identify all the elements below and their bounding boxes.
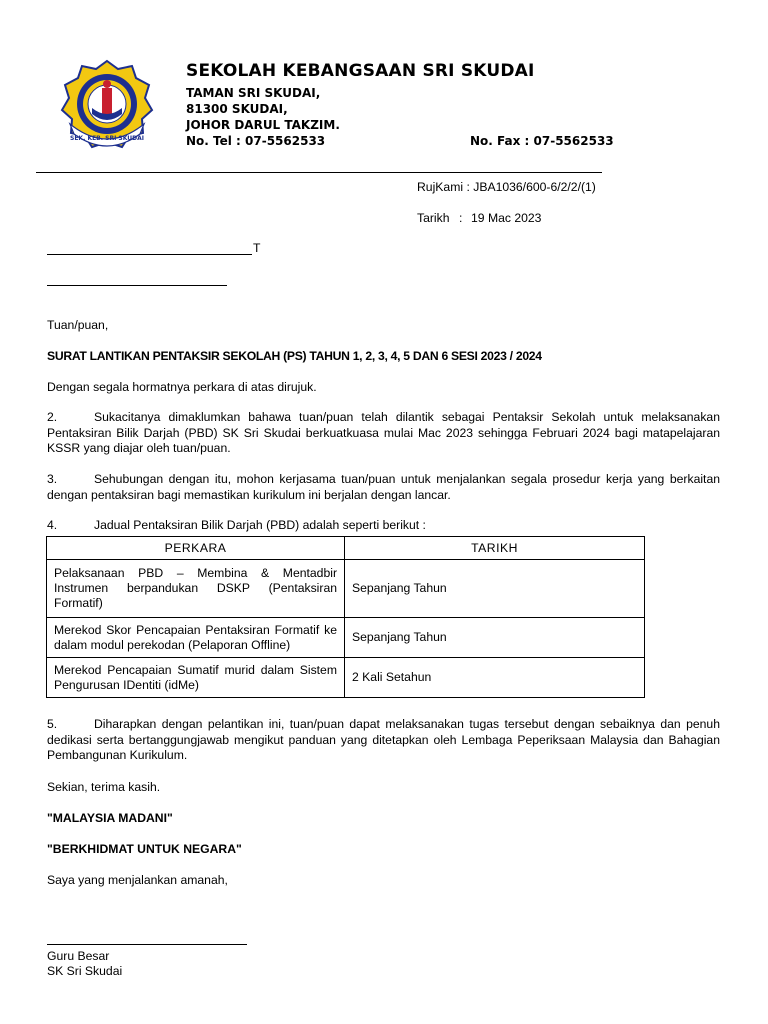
intro-sentence: Dengan segala hormatnya perkara di atas dirujuk. [47, 380, 317, 394]
paragraph-text: Diharapkan dengan pelantikan ini, tuan/puan dapat melaksanakan tugas tersebut dengan sebaiknya dan penuh dedikasi serta bertanggungjawab mengikut panduan yang ditetapkan oleh Lembaga Peperiksaan Malaysia dan Bahagian Pembangunan Kurikulum. [47, 717, 720, 762]
table-cell-tarikh: Sepanjang Tahun [345, 560, 645, 618]
paragraph-number: 4. [47, 518, 58, 532]
table-header-row [47, 537, 645, 560]
date-value: 19 Mac 2023 [471, 211, 542, 225]
table-row [47, 560, 645, 618]
paragraph-text: Jadual Pentaksiran Bilik Darjah (PBD) adalah seperti berikut : [94, 518, 426, 532]
date-separator: : [459, 211, 463, 225]
recipient-blank-line-2 [47, 285, 227, 286]
table-cell-perkara: Merekod Pencapaian Sumatif murid dalam Sistem Pengurusan IDentiti (idMe) [47, 658, 345, 698]
paragraph-number: 5. [47, 717, 58, 731]
paragraph-2 [47, 410, 720, 457]
table-cell-tarikh: 2 Kali Setahun [345, 658, 645, 698]
school-name: SEKOLAH KEBANGSAAN SRI SKUDAI [186, 61, 535, 81]
table-row [47, 658, 645, 698]
address-line-1: TAMAN SRI SKUDAI, [186, 86, 321, 100]
paragraph-number: 2. [47, 410, 58, 424]
letter-subject: SURAT LANTIKAN PENTAKSIR SEKOLAH (PS) TAHUN 1, 2, 3, 4, 5 DAN 6 SESI 2023 / 2024 [47, 349, 542, 363]
recipient-blank-line-1 [47, 254, 252, 255]
paragraph-text: Sukacitanya dimaklumkan bahawa tuan/puan telah dilantik sebagai Pentaksir Sekolah untuk melaksanakan Pentaksiran Bilik Darjah (PBD) SK Sri Skudai berkuatkuasa mulai Mac 2023 sehingga Februari 2024 bagi matapelajaran KSSR yang diajar oleh tuan/puan. [47, 410, 720, 455]
address-line-2: 81300 SKUDAI, [186, 102, 288, 116]
column-header-tarikh: TARIKH [345, 537, 645, 560]
reference-label: RujKami : [417, 180, 470, 194]
date-label: Tarikh [417, 211, 450, 225]
signatory-title: Guru Besar [47, 949, 110, 963]
school-crest-logo [56, 58, 158, 150]
slogan-malaysia-madani: "MALAYSIA MADANI" [47, 811, 173, 825]
sign-off-line: Saya yang menjalankan amanah, [47, 873, 228, 887]
reference-line [417, 180, 596, 196]
paragraph-number: 3. [47, 472, 58, 486]
fax-number: No. Fax : 07-5562533 [470, 134, 614, 148]
crest-motto-text: SEK. KEB. SRI SKUDAI [70, 135, 144, 142]
address-line-3: JOHOR DARUL TAKZIM. [186, 118, 340, 132]
paragraph-3 [47, 472, 720, 503]
letterhead-divider [36, 172, 602, 173]
paragraph-5 [47, 717, 720, 764]
recipient-line-suffix: T [253, 241, 261, 255]
slogan-berkhidmat: "BERKHIDMAT UNTUK NEGARA" [47, 842, 242, 856]
paragraph-4 [47, 518, 426, 534]
closing-line: Sekian, terima kasih. [47, 780, 161, 794]
date-line [417, 211, 541, 227]
pbd-schedule-table [46, 536, 645, 698]
signature-line [47, 944, 247, 945]
telephone-number: No. Tel : 07-5562533 [186, 134, 326, 148]
paragraph-text: Sehubungan dengan itu, mohon kerjasama tuan/puan untuk menjalankan segala prosedur kerja yang berkaitan dengan pentaksiran bagi memastikan kurikulum ini berjalan dengan lancar. [47, 472, 720, 502]
signatory-organization: SK Sri Skudai [47, 964, 123, 978]
salutation: Tuan/puan, [47, 318, 109, 332]
table-row [47, 618, 645, 658]
reference-number: JBA1036/600-6/2/2/(1) [473, 180, 596, 194]
table-cell-perkara: Pelaksanaan PBD – Membina & Mentadbir Instrumen berpandukan DSKP (Pentaksiran Formatif) [47, 560, 345, 618]
table-cell-tarikh: Sepanjang Tahun [345, 618, 645, 658]
table-cell-perkara: Merekod Skor Pencapaian Pentaksiran Formatif ke dalam modul perekodan (Pelaporan Offline) [47, 618, 345, 658]
column-header-perkara: PERKARA [47, 537, 345, 560]
